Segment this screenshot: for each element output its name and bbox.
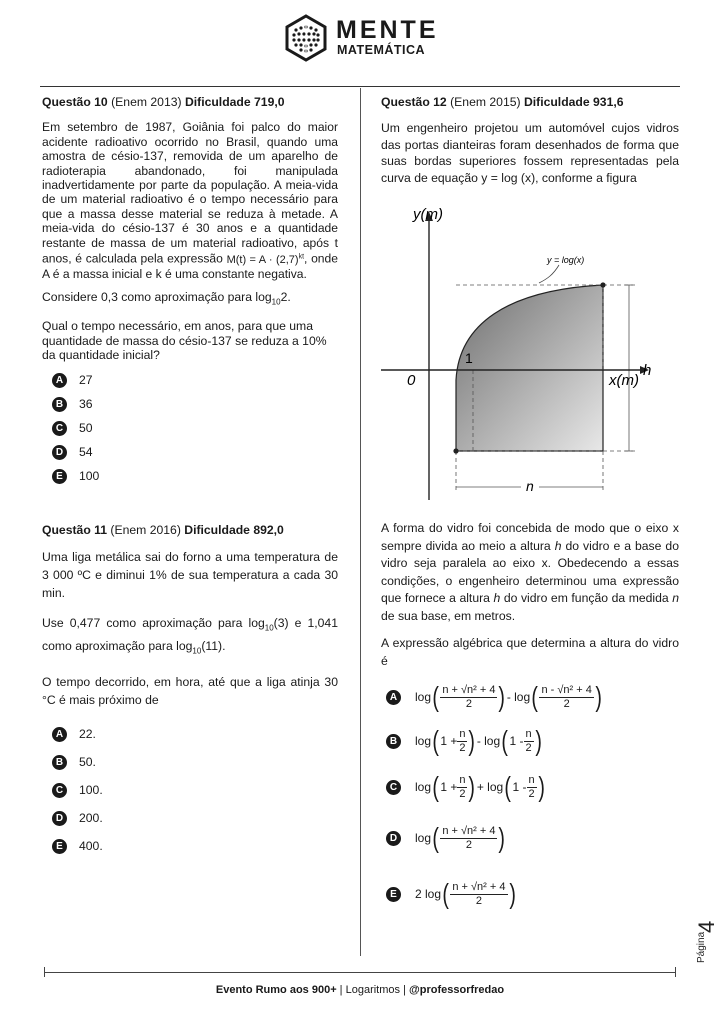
- option-value: 100: [79, 469, 100, 483]
- fraction: [450, 881, 507, 908]
- paren-open: (: [504, 771, 512, 802]
- q12-description: [381, 520, 679, 670]
- option-letter-badge: A: [52, 373, 67, 388]
- option-letter-badge: A: [52, 727, 67, 742]
- q10-statement: [42, 120, 338, 281]
- paren-open: (: [501, 725, 509, 756]
- q10-formula-exp: kt: [298, 252, 305, 260]
- q10-difficulty: Dificuldade 719,0: [184, 95, 285, 109]
- q12-option-a[interactable]: [386, 676, 676, 718]
- plus-log-text: + log: [476, 780, 504, 794]
- brand-subtitle: MATEMÁTICA: [337, 43, 426, 57]
- y-axis-label: y(m): [413, 206, 443, 223]
- fraction: [440, 825, 497, 852]
- q11-option-c[interactable]: [42, 777, 338, 805]
- q12-source: (Enem 2015): [450, 95, 521, 109]
- option-letter-badge: D: [52, 445, 67, 460]
- footer-event: Evento Rumo aos 900+: [215, 984, 337, 996]
- q11-para2-sub1: 10: [264, 623, 274, 633]
- q10-option-d[interactable]: [42, 441, 338, 465]
- q10-para1: Em setembro de 1987, Goiânia foi palco do maior acidente radioativo ocorrido no Brasil, quando uma amostra de césio-137, removida de um aparelho de radioterapia abandonado, foi manipulada inadvertidamente por parte da população. A meia-vida de um material radioativo é o tempo necessário para que a massa desse material se reduza à metade. A meia-vida do césio-137 é 30 anos e a quantidade restante de massa de um material radioativo, após t anos, é calculada pela expressão: [42, 120, 338, 266]
- fraction-denominator: 2: [465, 838, 472, 851]
- paren-close: ): [595, 681, 602, 712]
- footer-separator: |: [400, 984, 410, 996]
- q10-option-c[interactable]: [42, 417, 338, 441]
- right-column: [381, 95, 679, 186]
- minus-log-text: - log: [506, 690, 531, 704]
- q12-para2-n: n: [672, 591, 680, 605]
- one-minus-text: 1 -: [509, 734, 524, 748]
- q11-number: Questão 11: [42, 522, 108, 537]
- paren-close: ): [498, 681, 506, 712]
- fraction: [440, 684, 497, 711]
- option-letter-badge: B: [52, 397, 67, 412]
- minus-log-text: - log: [476, 734, 501, 748]
- q11-para2-sub2: 10: [192, 646, 202, 656]
- q12-para2b: do vidro e a base do vidro seja paralela ao eixo x. Obedecendo a essas condições, o engenheiro determinou uma expressão que fornece a altura: [381, 538, 679, 605]
- footer-topic: Logaritmos: [345, 984, 401, 996]
- q12-option-d[interactable]: [386, 810, 676, 866]
- q10-options: [42, 369, 338, 489]
- q10-consider: [42, 290, 338, 310]
- q11-para2a: Use 0,477 como aproximação para log: [42, 615, 265, 630]
- page-number-label: [682, 905, 720, 965]
- page-label-text: Página: [696, 931, 707, 963]
- fraction-denominator: 2: [525, 741, 532, 754]
- log-curve-figure: [381, 195, 679, 505]
- brain-logo-icon: [282, 14, 330, 62]
- q12-statement: Um engenheiro projetou um automóvel cujos vidros das portas dianteiras foram desenhados de forma que suas bordas superiores fossem representadas pela curva de equação y = log (x), conforme a figura: [381, 121, 679, 185]
- q11-difficulty: Dificuldade 892,0: [184, 522, 284, 537]
- q10-para2: Considere 0,3 como aproximação para log: [42, 290, 272, 305]
- q12-option-e[interactable]: [386, 866, 676, 922]
- fraction-numerator: n: [528, 773, 535, 786]
- q12-option-b[interactable]: [386, 718, 676, 764]
- paren-open: (: [432, 725, 439, 756]
- fraction-denominator: 2: [465, 697, 472, 710]
- q12-difficulty: Dificuldade 931,6: [523, 95, 624, 109]
- q11-option-a[interactable]: [42, 721, 338, 749]
- option-letter-badge: D: [386, 831, 401, 846]
- two-log-text: 2 log: [415, 887, 442, 901]
- paren-close: ): [468, 771, 476, 802]
- page-number-text: 4: [694, 920, 719, 933]
- brand-title: MENTE: [336, 16, 439, 44]
- option-value: 50.: [79, 755, 96, 770]
- q11-option-d[interactable]: [42, 805, 338, 833]
- column-divider: [360, 88, 361, 956]
- option-letter-badge: B: [386, 734, 401, 749]
- q10-para2-sub: 10: [271, 297, 281, 307]
- q10-formula: [227, 254, 304, 266]
- footer-tick-right: [675, 967, 676, 977]
- q12-para2-h: h: [554, 538, 562, 553]
- fraction: [539, 684, 593, 711]
- h-label: h: [643, 362, 652, 379]
- log-text: log: [415, 734, 432, 748]
- q10-option-b[interactable]: [42, 393, 338, 417]
- q11-para2c: (11).: [201, 639, 226, 654]
- option-letter-badge: B: [52, 755, 67, 770]
- one-minus-text: 1 -: [512, 780, 527, 794]
- bottom-left-point: [453, 448, 458, 453]
- curve-pointer: [539, 265, 559, 283]
- fraction: [457, 728, 467, 755]
- fraction-denominator: 2: [459, 741, 466, 754]
- footer: [0, 984, 720, 996]
- paren-open: (: [432, 822, 439, 853]
- one-label: 1: [465, 350, 473, 366]
- q12-heading: [381, 95, 679, 110]
- footer-divider: [44, 972, 676, 973]
- q11-statement: Uma liga metálica sai do forno a uma temperatura de 3 000 ºC e diminui 1% de sua temperatura a cada 30 min.: [42, 549, 338, 600]
- fraction-numerator: n + √n² + 4: [442, 683, 496, 696]
- paren-close: ): [535, 725, 542, 756]
- q12-options: [386, 676, 676, 922]
- option-value: 54: [79, 445, 93, 459]
- one-plus-text: 1 +: [440, 780, 458, 794]
- option-letter-badge: E: [52, 469, 67, 484]
- option-letter-badge: C: [52, 783, 67, 798]
- q12-option-c[interactable]: [386, 764, 676, 810]
- option-value: 22.: [79, 727, 96, 742]
- paren-open: (: [432, 681, 439, 712]
- fraction-denominator: 2: [459, 787, 466, 800]
- q12-para2-h2: h: [493, 591, 501, 605]
- q12-question: A expressão algébrica que determina a altura do vidro é: [381, 636, 679, 668]
- fraction-denominator: 2: [563, 697, 570, 710]
- paren-open: (: [442, 878, 449, 909]
- q10-para2-end: 2.: [280, 290, 291, 305]
- q10-number: Questão 10: [42, 95, 108, 109]
- q10-source: (Enem 2013): [111, 95, 182, 109]
- fraction-numerator: n - √n² + 4: [541, 683, 592, 696]
- q12-number: Questão 12: [381, 95, 447, 109]
- q11-option-e[interactable]: [42, 833, 338, 861]
- option-letter-badge: C: [52, 421, 67, 436]
- fraction: [524, 728, 534, 755]
- log-text: log: [415, 831, 432, 845]
- paren-close: ): [538, 771, 545, 802]
- footer-separator: |: [336, 984, 346, 996]
- option-value: 27: [79, 373, 93, 387]
- q12-para2: [381, 520, 679, 625]
- paren-close: ): [508, 878, 516, 909]
- log-text: log: [415, 780, 432, 794]
- option-value: 36: [79, 397, 93, 411]
- option-b-expression: [415, 727, 543, 755]
- option-value: 100.: [79, 783, 103, 798]
- q12-para2d: de sua base, em metros.: [381, 608, 516, 623]
- q11-options: [42, 721, 338, 861]
- option-d-expression: [415, 824, 507, 852]
- q12-para2a: A forma do vidro foi concebida de modo que o eixo x sempre divida ao meio a altura: [381, 521, 679, 553]
- option-letter-badge: E: [52, 839, 67, 854]
- top-right-point: [600, 282, 605, 287]
- fraction-numerator: n + √n² + 4: [442, 824, 496, 837]
- q10-question: Qual o tempo necessário, em anos, para que uma quantidade de massa do césio-137 se reduza a 10% da quantidade inicial?: [42, 319, 327, 363]
- q12-para2c: do vidro em função da medida: [500, 591, 673, 605]
- paren-close: ): [498, 822, 506, 853]
- curve-label: y = log(x): [547, 255, 585, 265]
- header-divider: [40, 86, 680, 87]
- n-label: n: [526, 478, 534, 494]
- option-value: 50: [79, 421, 93, 435]
- q11-para2b: (3) e 1,041 como aproximação para log: [42, 615, 338, 654]
- fraction-numerator: n: [525, 727, 532, 740]
- paren-close: ): [468, 725, 476, 756]
- option-letter-badge: A: [386, 690, 401, 705]
- option-e-expression: [415, 880, 517, 908]
- option-value: 200.: [79, 811, 103, 826]
- option-letter-badge: D: [52, 811, 67, 826]
- q10-option-e[interactable]: [42, 465, 338, 489]
- origin-label: 0: [407, 372, 416, 389]
- q10-formula-base: M(t) = A · (2,7): [226, 253, 299, 266]
- q11-heading: [42, 523, 338, 538]
- fraction-denominator: 2: [475, 894, 482, 907]
- log-text: log: [415, 690, 432, 704]
- q11-source: (Enem 2016): [110, 522, 181, 537]
- fraction-numerator: n: [459, 773, 466, 786]
- q10-para1-end: , onde A é a massa inicial e k é uma constante negativa.: [42, 251, 338, 282]
- option-c-expression: [415, 773, 546, 801]
- glass-region: [456, 285, 603, 451]
- option-letter-badge: E: [386, 887, 401, 902]
- q10-heading: [42, 95, 338, 110]
- left-column: [42, 95, 338, 861]
- q11-hint: [42, 614, 338, 661]
- fraction: [527, 774, 537, 801]
- fraction: [457, 774, 467, 801]
- footer-handle: @professorfredao: [409, 984, 505, 996]
- q10-option-a[interactable]: [42, 369, 338, 393]
- x-axis-label: x(m): [609, 372, 639, 389]
- fraction-numerator: n + √n² + 4: [452, 880, 506, 893]
- q11-option-b[interactable]: [42, 749, 338, 777]
- q11-question: O tempo decorrido, em hora, até que a liga atinja 30 °C é mais próximo de: [42, 674, 338, 707]
- option-a-expression: [415, 683, 603, 711]
- option-letter-badge: C: [386, 780, 401, 795]
- one-plus-text: 1 +: [440, 734, 458, 748]
- paren-open: (: [531, 681, 539, 712]
- fraction-numerator: n: [459, 727, 466, 740]
- fraction-denominator: 2: [528, 787, 535, 800]
- option-value: 400.: [79, 839, 103, 854]
- paren-open: (: [432, 771, 439, 802]
